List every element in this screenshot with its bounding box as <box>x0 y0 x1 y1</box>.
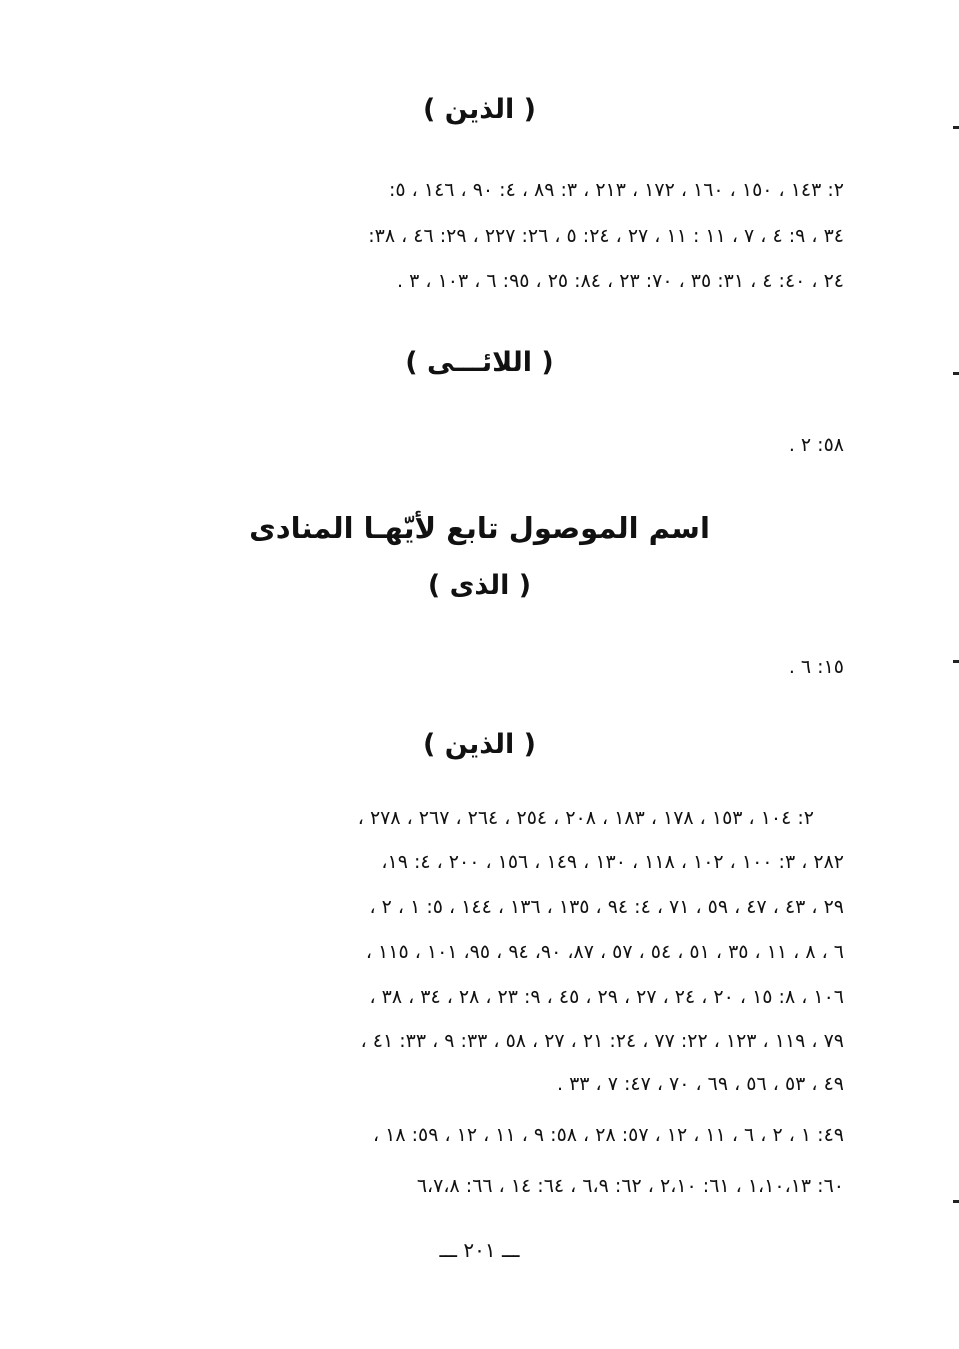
section-title: اسم الموصول تابع لأيّهـا المنادى <box>249 511 710 545</box>
scan-edge-mark <box>953 126 959 129</box>
reference-line: ١٥: ٦ . <box>788 656 844 678</box>
section-heading-allai: ( اللائـــى ) <box>405 347 554 378</box>
reference-line: ١٠٦ ، ٨: ١٥ ، ٢٠ ، ٢٤ ، ٢٧ ، ٢٩ ، ٤٥ ، ٩: ٢٣ ، ٢٨ ، ٣٤ ، ٣٨ ، <box>369 986 844 1008</box>
reference-line: ٢٩ ، ٤٣ ، ٤٧ ، ٥٩ ، ٧١ ، ٤: ٩٤ ، ١٣٥ ، ١٣٦ ، ١٤٤ ، ٥: ١ ، ٢ ، <box>369 896 844 918</box>
reference-line: ٣٤ ، ٩: ٤ ، ٧ ، ١١ : ١١ ، ٢٧ ، ٢٤: ٥ ، ٢٦: ٢٢٧ ، ٢٩: ٤٦ ، ٣٨: <box>368 225 844 247</box>
reference-line: ٧٩ ، ١١٩ ، ١٢٣ ، ٢٢: ٧٧ ، ٢٤: ٢١ ، ٢٧ ، ٥٨ ، ٣٣: ٩ ، ٣٣: ٤١ ، <box>360 1030 844 1052</box>
reference-line: ٦٠: ١،١٠،١٣ ، ٦١: ٢،١٠ ، ٦٢: ٦،٩ ، ٦٤: ١٤ ، ٦٦: ٦،٧،٨ <box>416 1175 844 1197</box>
section-heading-alladhi: ( الذى ) <box>427 570 532 601</box>
reference-line: ٢: ١٤٣ ، ١٥٠ ، ١٦٠ ، ١٧٢ ، ٢١٣ ، ٣: ٨٩ ، ٤: ٩٠ ، ١٤٦ ، ٥: <box>389 179 844 201</box>
page-number: ـــ ٢٠١ ـــ <box>439 1238 520 1262</box>
scan-edge-mark <box>953 1200 959 1203</box>
scan-edge-mark <box>953 660 959 663</box>
reference-line: ٦ ، ٨ ، ١١ ، ٣٥ ، ٥١ ، ٥٤ ، ٥٧ ، ٨٧، ٩٠، ٩٤ ، ٩٥، ١٠١ ، ١١٥ ، <box>365 941 844 963</box>
reference-line: ٤٩ ، ٥٣ ، ٥٦ ، ٦٩ ، ٧٠ ، ٤٧: ٧ ، ٣٣ . <box>556 1073 844 1095</box>
reference-line: ٢٨٢ ، ٣: ١٠٠ ، ١٠٢ ، ١١٨ ، ١٣٠ ، ١٤٩ ، ١٥٦ ، ٢٠٠ ، ٤: ١٩، <box>381 851 844 873</box>
reference-line: ٢٤ ، ٤٠: ٤ ، ٣١: ٣٥ ، ٧٠: ٢٣ ، ٨٤: ٢٥ ، ٩٥: ٦ ، ١٠٣ ، ٣ . <box>397 270 844 292</box>
reference-line: ٥٨: ٢ . <box>788 434 844 456</box>
scan-edge-mark <box>953 372 959 375</box>
reference-line: ٢: ١٠٤ ، ١٥٣ ، ١٧٨ ، ١٨٣ ، ٢٠٨ ، ٢٥٤ ، ٢٦٤ ، ٢٦٧ ، ٢٧٨ ، <box>357 807 814 829</box>
section-heading-alladhina-1: ( الذين ) <box>423 94 536 125</box>
section-heading-alladhina-2: ( الذين ) <box>423 729 536 760</box>
reference-line: ٤٩: ١ ، ٢ ، ٦ ، ١١ ، ١٢ ، ٥٧: ٢٨ ، ٥٨: ٩ ، ١١ ، ١٢ ، ٥٩: ١٨ ، <box>372 1124 844 1146</box>
